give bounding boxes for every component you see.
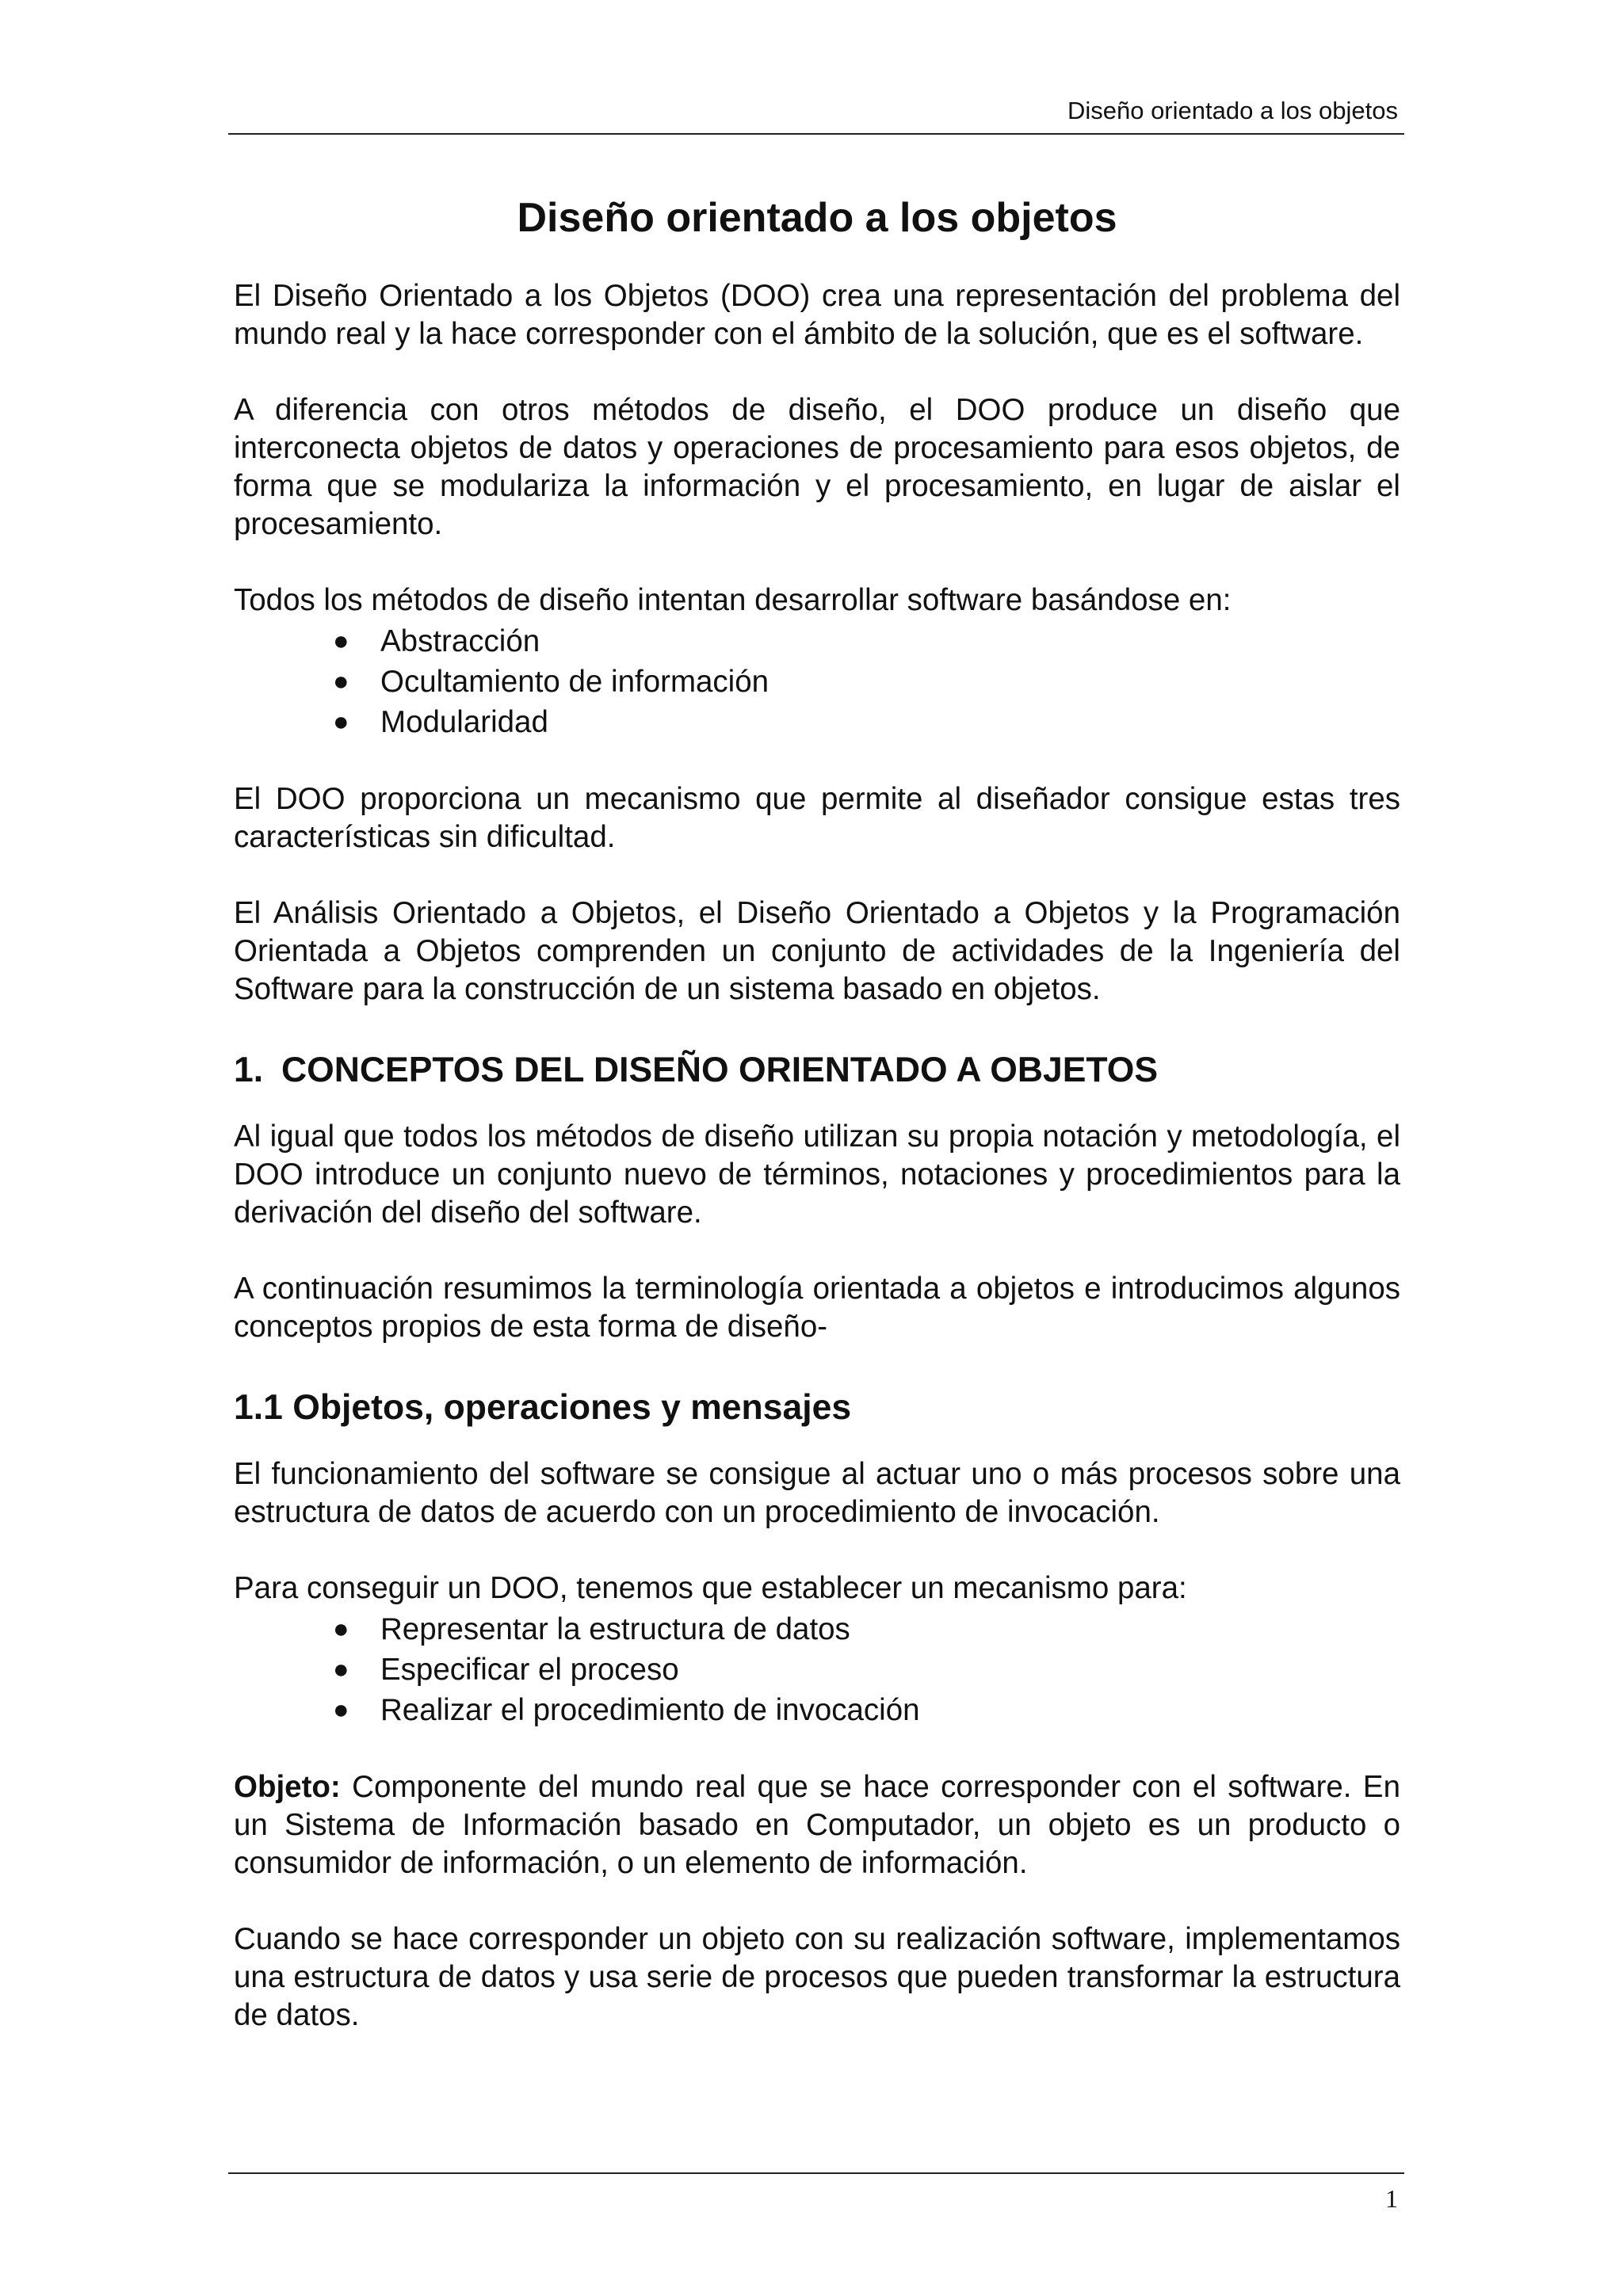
bullet-icon: ● [333, 666, 349, 696]
document-title: Diseño orientado a los objetos [517, 195, 1117, 241]
mechanism-lead: Para conseguir un DOO, tenemos que establecer un mecanismo para: [234, 1571, 1187, 1605]
methods-list [234, 621, 1400, 742]
intro-paragraph-1: El Diseño Orientado a los Objetos (DOO) crea una representación del problema del mundo real y la hace corresponder con el ámbito de la solución, que es el software. [234, 279, 1400, 351]
section-title: CONCEPTOS DEL DISEÑO ORIENTADO A OBJETOS [281, 1051, 1159, 1089]
page-content [234, 190, 1400, 2073]
page-number: 1 [1385, 2184, 1398, 2213]
after-list-paragraph-1: El DOO proporciona un mecanismo que permite al diseñador consigue estas tres características sin dificultad. [234, 782, 1400, 854]
object-definition: Componente del mundo real que se hace corresponder con el software. En un Sistema de Información basado en Computador, un objeto es un producto o consumidor de información, o un elemento de información. [234, 1770, 1401, 1880]
running-header: Diseño orientado a los objetos [1067, 97, 1398, 124]
mechanism-list [234, 1609, 1400, 1730]
list-item: ● Modularidad [234, 702, 1400, 742]
section-1-heading [234, 1047, 1400, 1094]
header-rule [228, 133, 1404, 135]
section-1-paragraph-2: A continuación resumimos la terminología orientada a objetos e introducimos algunos conceptos propios de esta forma de diseño- [234, 1272, 1400, 1344]
after-list-paragraph-2: El Análisis Orientado a Objetos, el Diseño Orientado a Objetos y la Programación Orientada a Objetos comprenden un conjunto de actividades de la Ingeniería del Software para la construcción de un sistema basado en objetos. [234, 896, 1400, 1006]
list-item: ● Especificar el proceso [234, 1650, 1400, 1690]
list-item: ● Ocultamiento de información [234, 662, 1400, 702]
section-number: 1. [234, 1051, 264, 1089]
methods-lead: Todos los métodos de diseño intentan desarrollar software basándose en: [234, 583, 1232, 617]
bullet-icon: ● [333, 1614, 349, 1644]
bullet-icon: ● [333, 707, 349, 737]
list-item: ● Representar la estructura de datos [234, 1609, 1400, 1650]
bullet-icon: ● [333, 1695, 349, 1725]
bullet-icon: ● [333, 1654, 349, 1684]
list-item: ● Realizar el procedimiento de invocación [234, 1690, 1400, 1730]
closing-paragraph: Cuando se hace corresponder un objeto con su realización software, implementamos una estructura de datos y usa serie de procesos que pueden transformar la estructura de datos. [234, 1922, 1400, 2032]
section-1-paragraph-1: Al igual que todos los métodos de diseño utilizan su propia notación y metodología, el DOO introduce un conjunto nuevo de términos, notaciones y procedimientos para la derivación del diseño del software. [234, 1119, 1400, 1230]
object-term: Objeto: [234, 1770, 341, 1804]
bullet-icon: ● [333, 626, 349, 656]
footer-rule [228, 2172, 1404, 2174]
list-item: ● Abstracción [234, 621, 1400, 662]
section-1-1-paragraph-1: El funcionamiento del software se consigue al actuar uno o más procesos sobre una estructura de datos de acuerdo con un procedimiento de invocación. [234, 1457, 1400, 1529]
intro-paragraph-2: A diferencia con otros métodos de diseño, el DOO produce un diseño que interconecta objetos de datos y operaciones de procesamiento para esos objetos, de forma que se modulariza la información y el procesamiento, en lugar de aislar el procesamiento. [234, 393, 1400, 541]
object-definition-paragraph [234, 1768, 1400, 1882]
section-1-1-heading: 1.1 Objetos, operaciones y mensajes [234, 1388, 852, 1427]
